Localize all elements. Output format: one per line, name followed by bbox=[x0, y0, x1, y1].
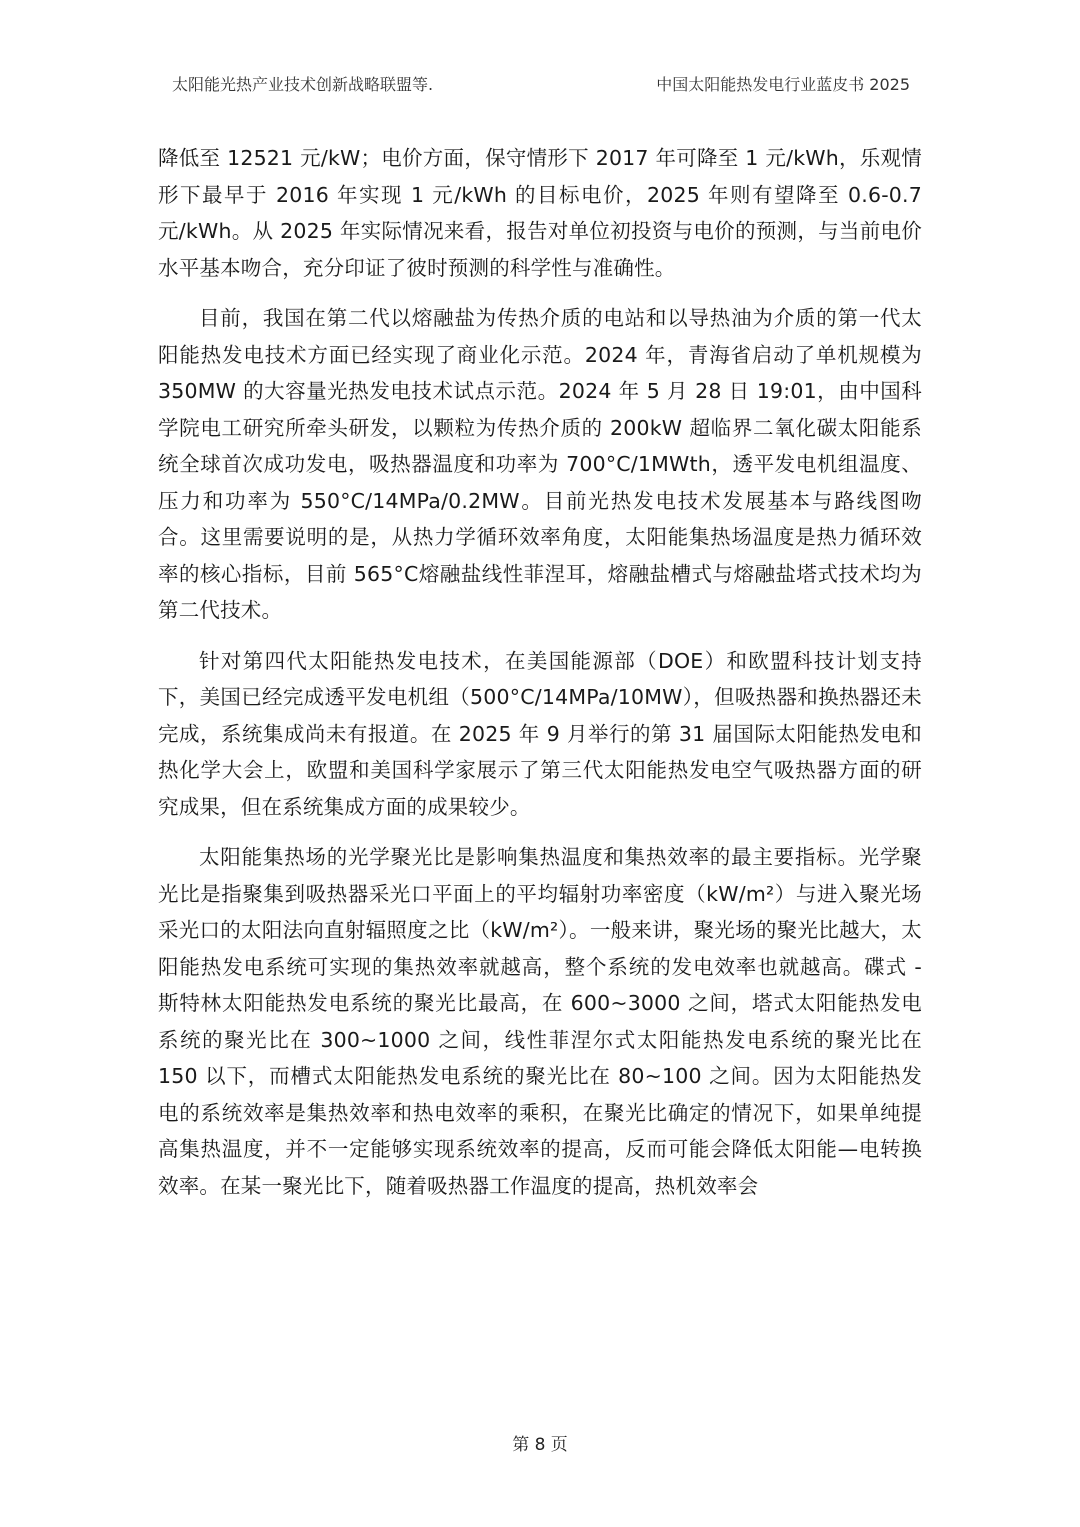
header-document-title: 中国太阳能热发电行业蓝皮书 2025 bbox=[656, 75, 910, 94]
page-body bbox=[158, 140, 922, 1218]
paragraph-continuation: 降低至 12521 元/kW；电价方面，保守情形下 2017 年可降至 1 元/kWh，乐观情形下最早于 2016 年实现 1 元/kWh 的目标电价，2025 年则有望降至 0.6-0.7 元/kWh。从 2025 年实际情况来看，报告对单位初投资与电价的预测，与当前电价水平基本吻合，充分印证了彼时预测的科学性与准确性。 bbox=[158, 146, 922, 280]
paragraph: 目前，我国在第二代以熔融盐为传热介质的电站和以导热油为介质的第一代太阳能热发电技术方面已经实现了商业化示范。2024 年，青海省启动了单机规模为 350MW 的大容量光热发电技术试点示范。2024 年 5 月 28 日 19:01，由中国科学院电工研究所牵头研发，以颗粒为传热介质的 200kW 超临界二氧化碳太阳能系统全球首次成功发电，吸热器温度和功率为 700°C/1MWth，透平发电机组温度、压力和功率为 550°C/14MPa/0.2MW。目前光热发电技术发展基本与路线图吻合。这里需要说明的是，从热力学循环效率角度，太阳能集热场温度是热力循环效率的核心指标，目前 565°C熔融盐线性菲涅耳，熔融盐槽式与熔融盐塔式技术均为第二代技术。 bbox=[158, 306, 922, 622]
paragraph: 针对第四代太阳能热发电技术，在美国能源部（DOE）和欧盟科技计划支持下，美国已经完成透平发电机组（500°C/14MPa/10MW），但吸热器和换热器还未完成，系统集成尚未有报道。在 2025 年 9 月举行的第 31 届国际太阳能热发电和热化学大会上，欧盟和美国科学家展示了第三代太阳能热发电空气吸热器方面的研究成果，但在系统集成方面的成果较少。 bbox=[158, 648, 922, 819]
page-number: 第 8 页 bbox=[512, 1435, 568, 1455]
paragraph: 太阳能集热场的光学聚光比是影响集热温度和集热效率的最主要指标。光学聚光比是指聚集到吸热器采光口平面上的平均辐射功率密度（kW/m²）与进入聚光场采光口的太阳法向直射辐照度之比（kW/m²）。一般来讲，聚光场的聚光比越大，太阳能热发电系统可实现的集热效率就越高，整个系统的发电效率也就越高。碟式 - 斯特林太阳能热发电系统的聚光比最高，在 600~3000 之间，塔式太阳能热发电系统的聚光比在 300~1000 之间，线性菲涅尔式太阳能热发电系统的聚光比在 150 以下，而槽式太阳能热发电系统的聚光比在 80~100 之间。因为太阳能热发电的系统效率是集热效率和热电效率的乘积，在聚光比确定的情况下，如果单纯提高集热温度，并不一定能够实现系统效率的提高，反而可能会降低太阳能—电转换效率。在某一聚光比下，随着吸热器工作温度的提高，热机效率会 bbox=[158, 845, 922, 1198]
page-header bbox=[0, 72, 1080, 96]
header-source: 太阳能光热产业技术创新战略联盟等. bbox=[172, 75, 434, 94]
